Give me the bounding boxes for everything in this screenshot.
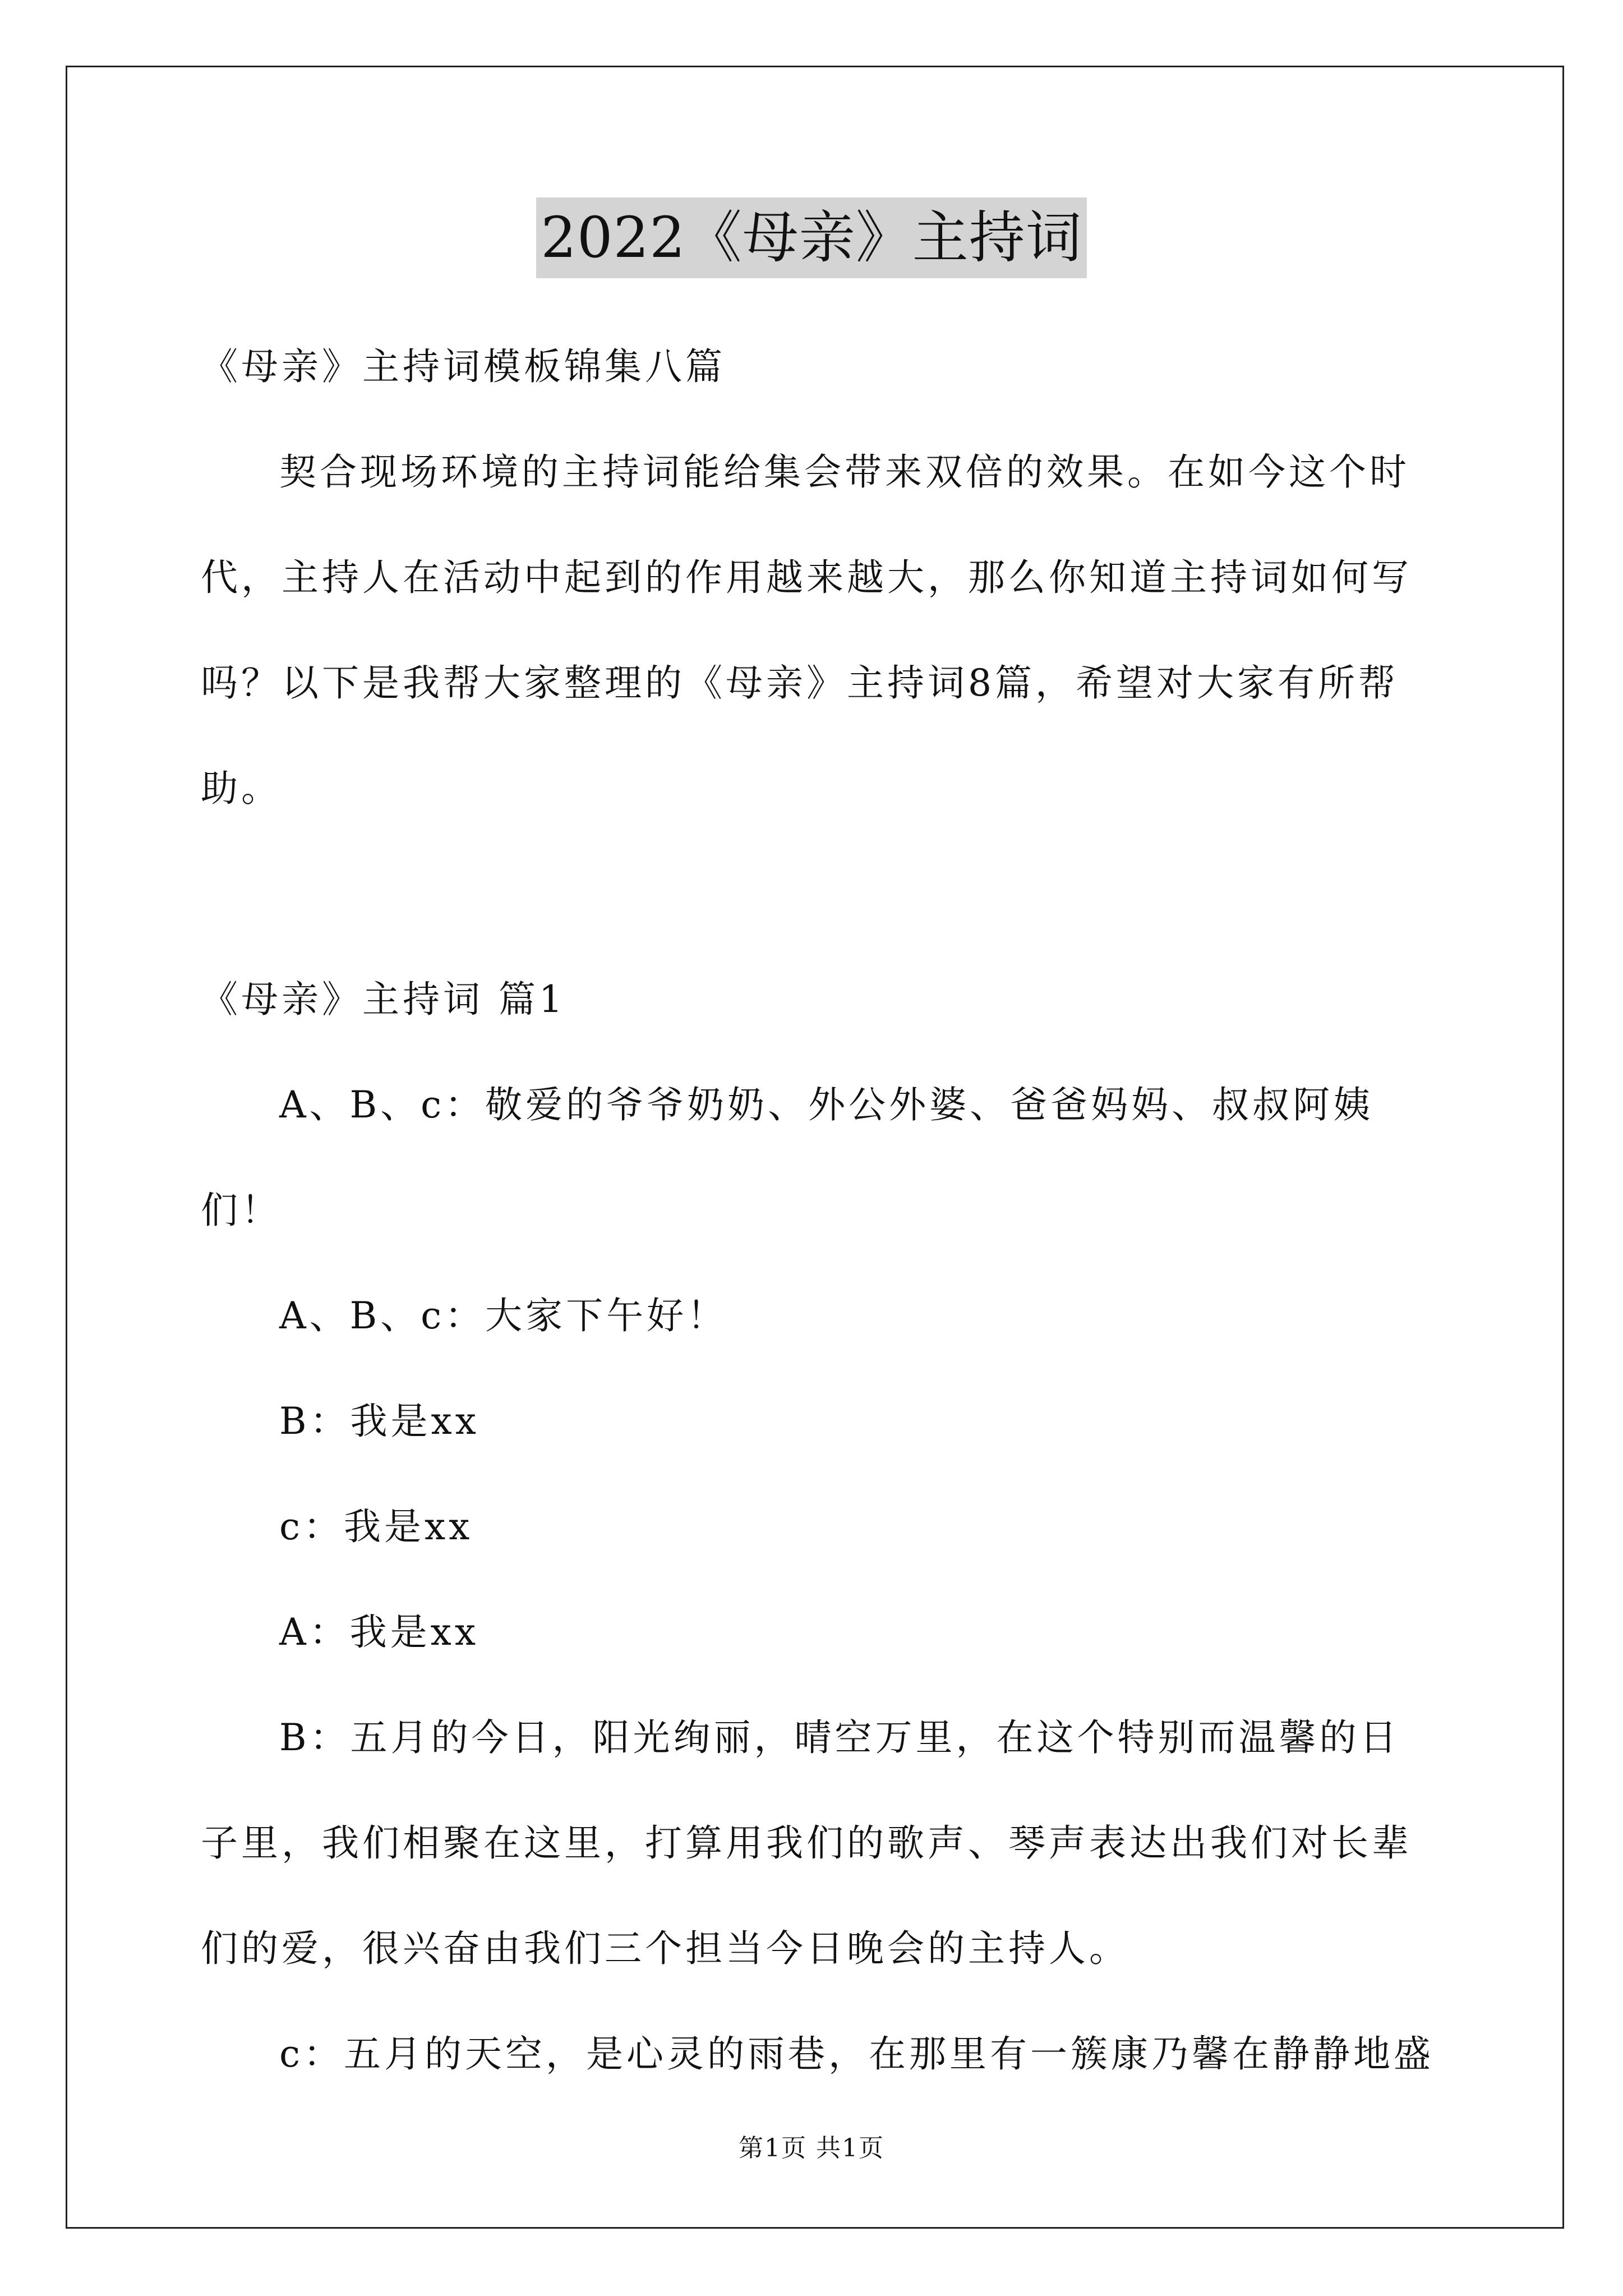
paragraph: c：我是xx xyxy=(279,1505,473,1548)
page-footer: 第1页 共1页 xyxy=(739,2134,884,2162)
section-gap xyxy=(201,841,1435,947)
title-wrap xyxy=(0,197,1623,278)
document-body xyxy=(201,314,1435,2107)
paragraph: A：我是xx xyxy=(279,1611,479,1654)
paragraph: B：我是xx xyxy=(279,1400,479,1443)
document-subtitle: 《母亲》主持词模板锦集八篇 xyxy=(201,345,726,388)
paragraph: A、B、c：敬爱的爷爷奶奶、外公外婆、爸爸妈妈、叔叔阿姨们！ xyxy=(201,1083,1374,1232)
document-title: 2022《母亲》主持词 xyxy=(536,197,1087,278)
intro-paragraph: 契合现场环境的主持词能给集会带来双倍的效果。在如今这个时代，主持人在活动中起到的作用越来越大，那么你知道主持词如何写吗？以下是我帮大家整理的《母亲》主持词8篇，希望对大家有所帮助。 xyxy=(201,450,1412,810)
paragraph: B：五月的今日，阳光绚丽，晴空万里，在这个特别而温馨的日子里，我们相聚在这里，打算用我们的歌声、琴声表达出我们对长辈们的爱，很兴奋由我们三个担当今日晚会的主持人。 xyxy=(201,1716,1412,1970)
section-heading: 《母亲》主持词 篇1 xyxy=(201,978,566,1021)
paragraph: c：五月的天空，是心灵的雨巷，在那里有一簇康乃馨在静静地盛 xyxy=(279,2032,1434,2076)
paragraph: A、B、c：大家下午好！ xyxy=(279,1294,728,1337)
